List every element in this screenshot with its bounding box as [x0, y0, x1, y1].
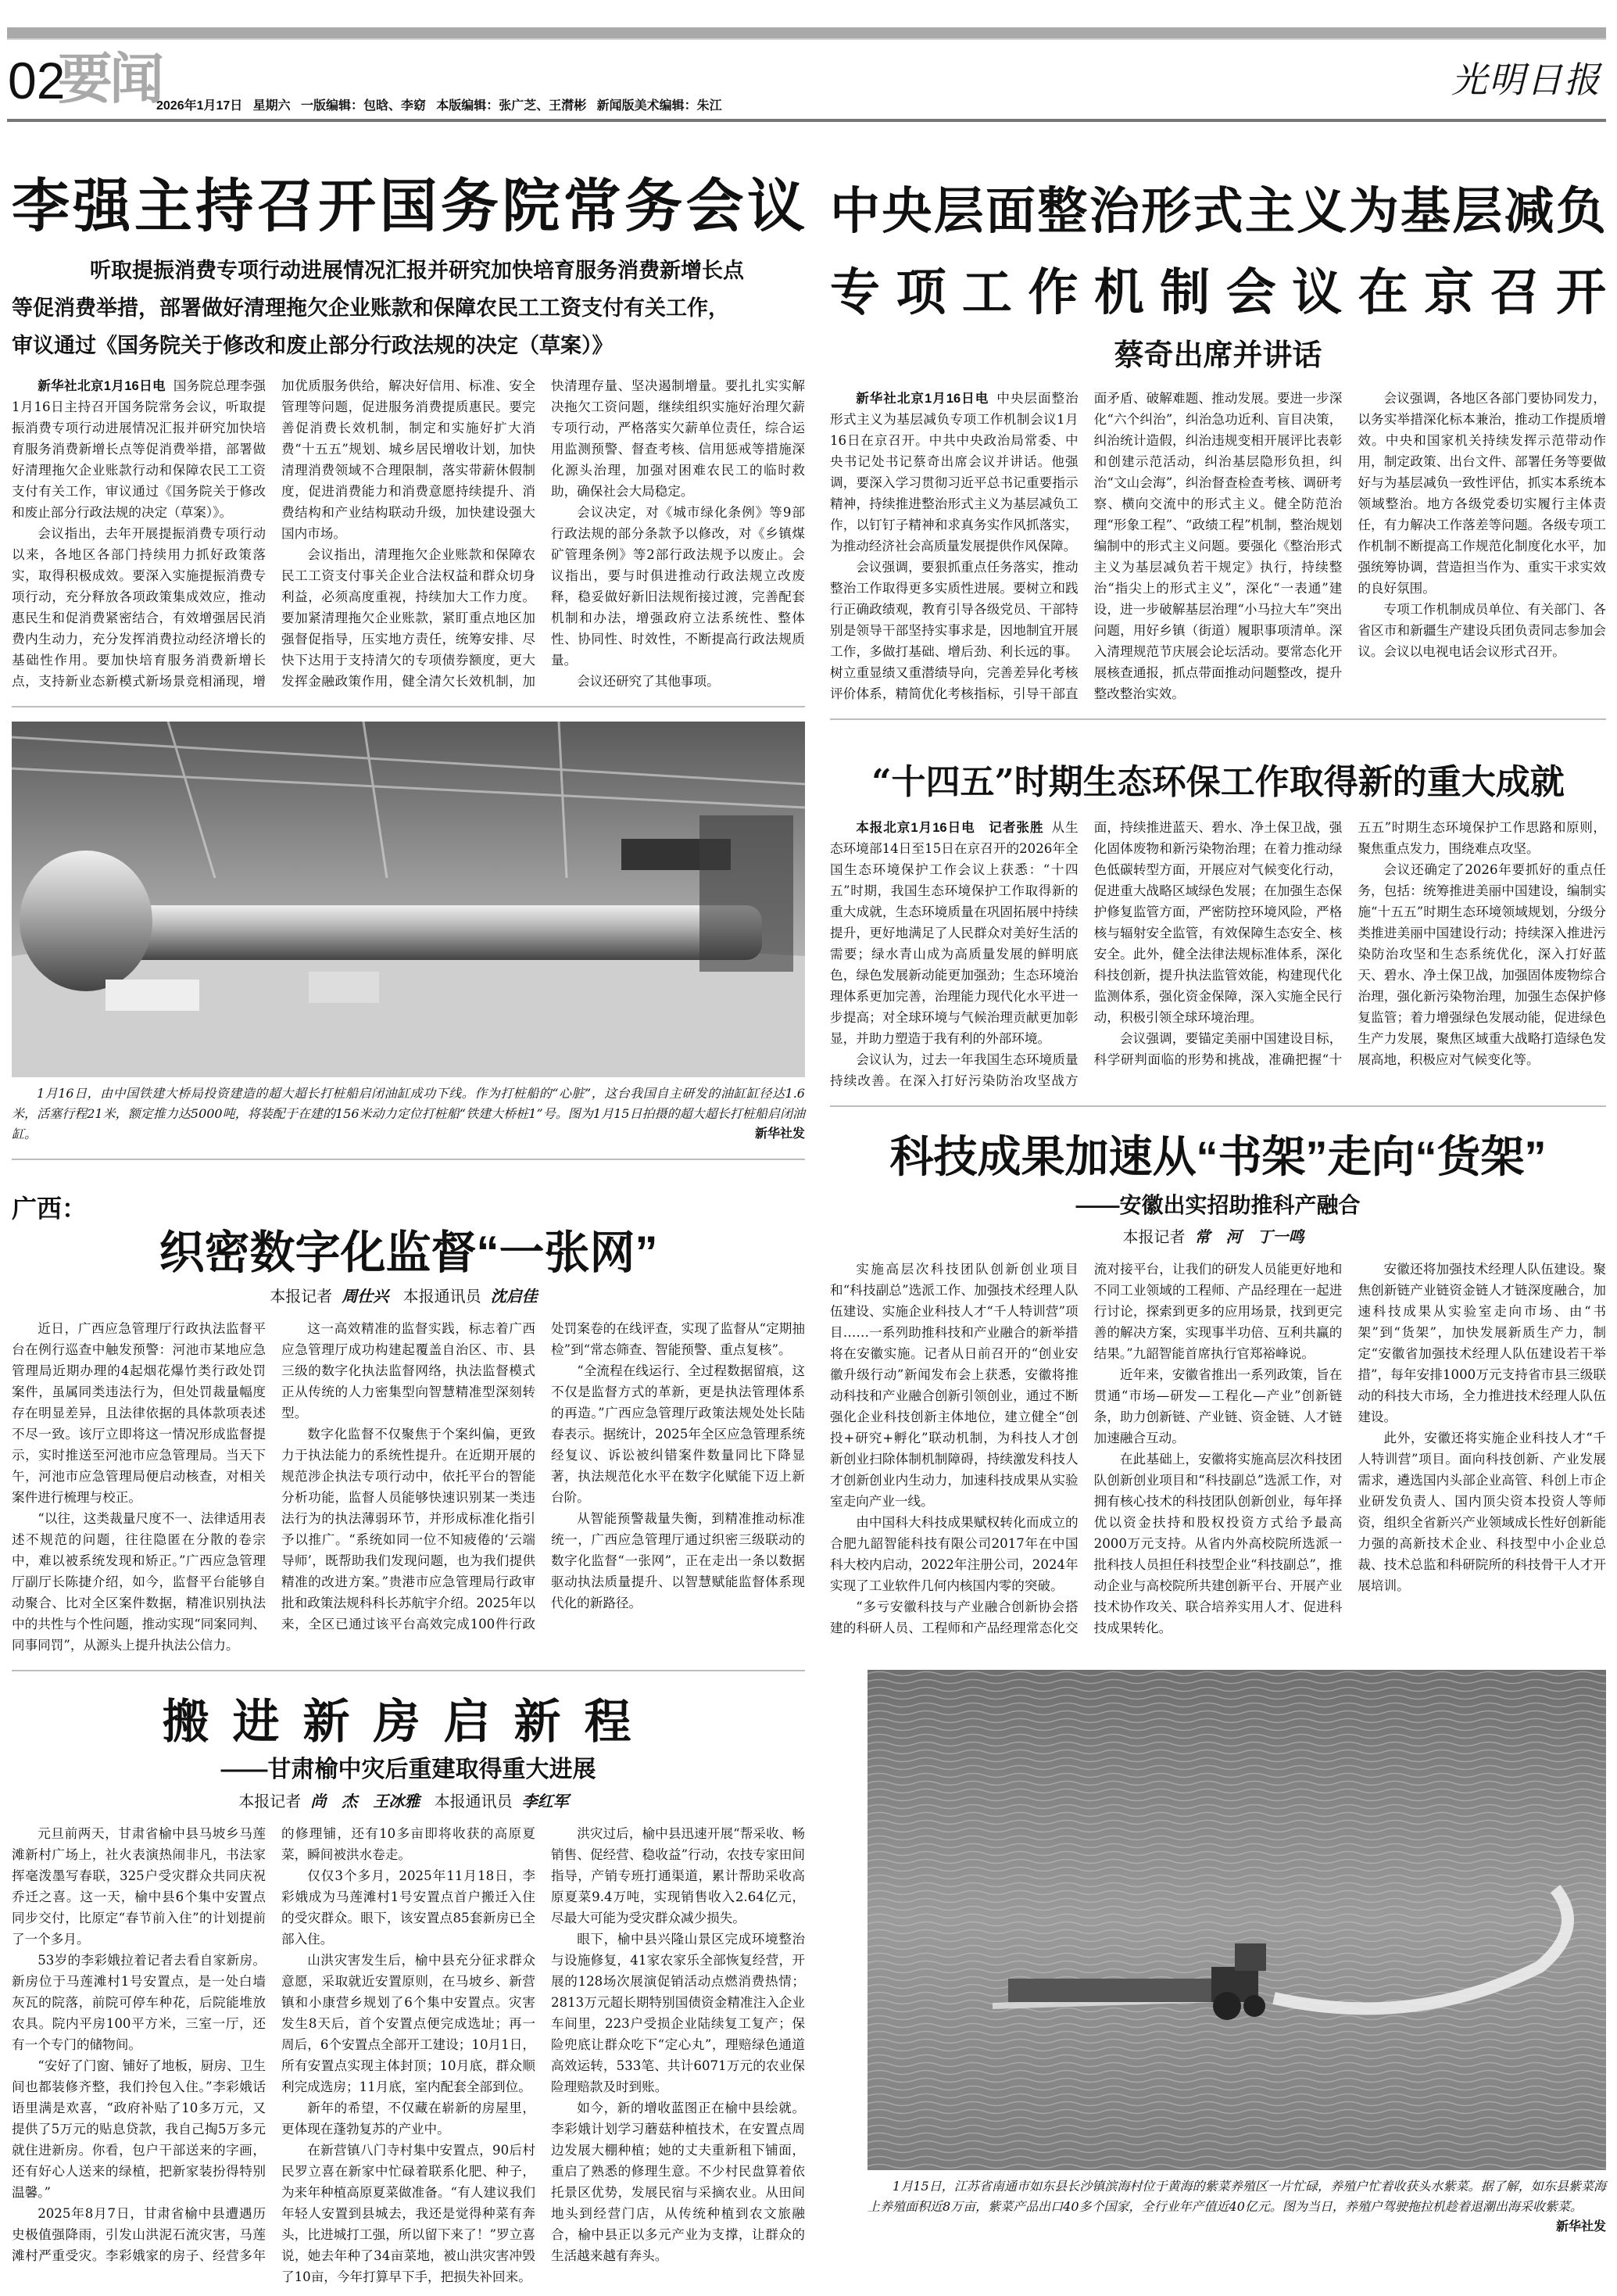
- article2-title: [830, 170, 1606, 333]
- paragraph: 会议指出，去年开展提振消费专项行动以来，各地区各部门持续用力抓好政策落实，取得积极成效。要深入实施提振消费专项行动，充分释放各项政策集成效应，推动惠民生和促消费紧密结合，有效增强居民消费内生动力，充分发挥消费拉动经济增长的基础性作用。要加快培育服务消费新增长点，支持新业态新模式新场景竞相涌现，增加优质服务供给，解决好信用、标准、安全管理等问题，促进服务消费提质惠民。要完善促消费长效机制，制定和实施好扩大消费“十五五”规划、城乡居民增收计划，加快清理消费领域不合理限制，落实带薪休假制度，促进消费能力和消费意愿持续提升、消费结构和产业结构联动升级，加快建设强大国内市场。: [12, 378, 535, 689]
- paragraph: 新年的希望，不仅藏在崭新的房屋里，更体现在蓬勃复苏的产业中。: [281, 2101, 535, 2137]
- paragraph: 山洪灾害发生后，榆中县充分征求群众意愿，采取就近安置原则，在马坡乡、新营镇和小康营乡规划了6个集中安置点。灾害发生8天后，首个安置点便完成选址；再一周后，6个安置点全部开工建设；10月1日，所有安置点实现主体封顶；10月底，群众顺利完成选房；11月底，室内配套全部到位。: [281, 1953, 535, 2094]
- paragraph: 实施高层次科技团队创新创业项目和“科技副总”选派工作、加强技术经理人队伍建设、实施企业科技人才“千人特训营”项目……一系列助推科技和产业融合的新举措将在安徽实施。记者从日前召开的“创业安徽升级行动”新闻发布会上获悉，安徽将推动科技和产业融合创新引领创业，通过不断强化企业科技创新主体地位，建立健全“创投+研究+孵化”联动机制，为科技人才创新创业扫除体制机制障碍，持续激发科技人才创新创业内生动力，加速科技成果从实验室走向产业一线。: [830, 1262, 1079, 1509]
- photo1-caption: [12, 1084, 805, 1144]
- paragraph: 数字化监督不仅聚焦于个案纠偏，更致力于执法能力的系统性提升。在近期开展的规范涉企执法专项行动中，依托平台的智能分析功能，监督人员能够快速识别某一类违法行为的执法薄弱环节，并形成标准化指引予以推广。“系统如同一位不知疲倦的‘云端导师’，既帮助我们发现问题，也为我们提供精准的改进方案。”贵港市应急管理局行政审批和政策法规科科长苏航宇介绍。2025年以来，全区已通过该平台高效完成100件行政处罚案卷的在线评查，实现了监督从“定期抽检”到“常态筛查、智能预警、重点复核”。: [281, 1321, 805, 1632]
- photo-hydraulic-cylinder: [12, 722, 805, 1077]
- subtitle-line: 听取提振消费专项行动进展情况汇报并研究加快培育服务消费新增长点: [90, 259, 744, 282]
- newspaper-logo: 光明日报: [1451, 59, 1601, 101]
- paragraph: 新华社北京1月16日电 中央层面整治形式主义为基层减负专项工作机制会议1月16日在京召开。中共中央政治局常委、中央书记处书记蔡奇出席会议并讲话。他强调，要深入学习贯彻习近平总书记重要指示精神，持续推进整治形式主义为基层减负工作，以钉钉子精神和求真务实作风抓落实，为推动经济社会高质量发展提供作风保障。: [830, 391, 1079, 553]
- divider: [12, 1670, 805, 1671]
- paragraph: 会议强调，要锚定美丽中国建设目标，科学研判面临的形势和挑战，准确把握“十五五”时期生态环境保护工作思路和原则，聚焦重点发力，围绕难点攻坚。: [1093, 820, 1606, 1067]
- article5-byline: [830, 1226, 1606, 1248]
- paragraph: 会议指出，清理拖欠企业账款和保障农民工工资支付事关企业合法权益和群众切身利益，必须高度重视，持续加大工作力度。要加紧清理拖欠企业账款，紧盯重点地区加强督促指导，压实地方责任，统筹安排、尽快下达用于支持清欠的专项债券额度，更大发挥金融政策作用，健全清欠长效机制，加快清理存量、坚决遏制增量。要扎扎实实解决拖欠工资问题，继续组织实施好治理欠薪专项行动，严格落实欠薪单位责任，综合运用监测预警、督查考核、信用惩戒等措施深化源头治理，加强对困难农民工的临时救助，确保社会大局稳定。: [281, 378, 805, 689]
- paragraph: 本报北京1月16日电 记者张胜 从生态环境部14日至15日在京召开的2026年全国生态环境保护工作会议上获悉：“十四五”时期，我国生态环境保护工作取得新的重大成就，生态环境质量在巩固拓展中持续提升，更好地满足了人民群众对美好生活的需要；绿水青山成为高质量发展的鲜明底色，绿色发展新动能更加强劲；生态环境治理体系更加完善，治理能力现代化水平进一步提高；对全球环境与气候治理贡献更加彰显，并助力塑造于我有利的外部环境。: [830, 820, 1079, 1046]
- paragraph: 2025年8月7日，甘肃省榆中县遭遇历史极值强降雨，引发山洪泥石流灾害，马莲滩村严重受灾。李彩娥家的房子、经营多年的修理铺，还有10多亩即将收获的高原夏菜，瞬间被洪水卷走。: [12, 1826, 535, 2263]
- paragraph: 在新营镇八门寺村集中安置点，90后村民罗立喜在新家中忙碌着联系化肥、种子，为来年种植高原夏菜做准备。“有人建议我们年轻人安置到县城去，我还是觉得种菜有奔头，比进城打工强，所以留下来了！”罗立喜说，她去年种了34亩菜地，被山洪灾害冲毁了10亩，今年打算早下手，把损失补回来。: [281, 2143, 535, 2284]
- article4-title: 织密数字化监督“一张网”: [159, 1227, 658, 1278]
- paragraph: 专项工作机制成员单位、有关部门、各省区市和新疆生产建设兵团负责同志参加会议。会议以电视电话会议形式召开。: [1358, 602, 1606, 659]
- article4-body: [12, 1318, 805, 1656]
- divider: [12, 706, 805, 707]
- divider: [830, 1105, 1606, 1107]
- paragraph: 眼下，榆中县兴隆山景区完成环境整治与设施修复，41家农家乐全部恢复经营，开展的128场次展演促销活动点燃消费热情；2813万元超长期特别国债资金精准注入企业车间里，223户受损企业陆续复工复产；保险兜底让群众吃下“定心丸”，理赔绿色通道高效运转，533笔、共计6071万元的农业保险理赔款及时到账。: [551, 1932, 805, 2094]
- byline-name: 常 河 丁一鸣: [1194, 1227, 1304, 1246]
- dateline: 新华社北京1月16日电: [38, 378, 166, 393]
- paragraph: 会议决定，对《城市绿化条例》等9部行政法规的部分条款予以修改，对《乡镇煤矿管理条例》等2部行政法规予以废止。会议指出，要与时俱进推动行政法规立改废释，稳妥做好新旧法规衔接过渡，完善配套机制和办法，增强政府立法系统性、整体性、协同性、时效性，不断提高行政法规质量。: [551, 505, 805, 668]
- paragraph: 这一高效精准的监督实践，标志着广西应急管理厅成功构建起覆盖自治区、市、县三级的数字化执法监督网络，执法监督模式正从传统的人力密集型向智慧精准型深刻转型。: [281, 1321, 535, 1420]
- article1-body: [12, 375, 805, 692]
- article3-title: “十四五”时期生态环保工作取得新的重大成就: [871, 762, 1565, 802]
- left-column: [12, 122, 805, 2287]
- paragraph: 在此基础上，安徽将实施高层次科技团队创新创业项目和“科技副总”选派工作，对拥有核心技术的科技团队创新创业，每年择优以资金扶持和股权投资方式给予最高2000万元支持。从省内外高校院所选派一批科技人员担任科技型企业“科技副总”，推动企业与高校院所共建创新平台、开展产业技术协作攻关、联合培养实用人才、促进科技成果转化。: [1093, 1452, 1343, 1635]
- byline-label: 本报通讯员: [402, 1287, 481, 1306]
- article1-title: 李强主持召开国务院常务会议: [12, 173, 805, 240]
- paragraph: 从智能预警裁量失衡，到精准推动标准统一，广西应急管理厅通过织密三级联动的数字化监督“一张网”，正在走出一条以数据驱动执法质量提升、以智慧赋能监督体系现代化的新路径。: [551, 1511, 805, 1610]
- paragraph: “全流程在线运行、全过程数据留痕，这不仅是监督方式的革新，更是执法管理体系的再造。”广西应急管理厅政策法规处处长陆春表示。据统计，2025年全区应急管理系统经复议、诉讼被纠错案件数量同比下降显著，执法规范化水平在数字化赋能下迈上新台阶。: [551, 1363, 805, 1505]
- paragraph: 新华社北京1月16日电 国务院总理李强1月16日主持召开国务院常务会议，听取提振消费专项行动进展情况汇报并研究加快培育服务消费新增长点等促消费举措，部署做好清理拖欠企业账款行动和保障农民工工资支付有关工作，审议通过《国务院关于修改和废止部分行政法规的决定（草案）》。: [12, 378, 267, 520]
- section-name: 要闻: [58, 48, 161, 109]
- paragraph: 会议还研究了其他事项。: [577, 674, 720, 689]
- byline-label: 本报记者: [238, 1792, 302, 1811]
- article1-subtitle: [12, 252, 805, 364]
- subtitle-line: 审议通过《国务院关于修改和废止部分行政法规的决定（草案）》: [12, 334, 614, 357]
- article5-subtitle: ——安徽出实招助推科产融合: [1075, 1193, 1361, 1217]
- article2-body: [830, 388, 1606, 704]
- paragraph: 会议还确定了2026年要抓好的重点任务，包括：统筹推进美丽中国建设，编制实施“十五五”时期生态环境领域规划，分级分类推进美丽中国建设行动；持续深入推进污染防治攻坚和生态系统优化，深入打好蓝天、碧水、净土保卫战，加强固体废物综合治理，强化新污染物治理，加强生态保护修复监管；着力增强绿色发展动能，促进绿色生产力发展，聚焦区域重大战略打造绿色发展高地，积极应对气候变化等。: [1358, 862, 1606, 1067]
- top-bar-line: [7, 38, 1606, 40]
- paragraph: 53岁的李彩娥拉着记者去看自家新房。新房位于马莲滩村1号安置点，是一处白墙灰瓦的院落，前院可停车种花，后院能堆放农具。院内平房100平方米，三室一厅，还有一个专门的储物间。: [12, 1953, 266, 2052]
- photo-credit: 新华社发: [754, 1127, 805, 1141]
- caption-text: 1月15日，江苏省南通市如东县长沙镇滨海村位于黄海的紫菜养殖区一片忙碌，养殖户忙着收获头水紫菜。据了解，如东县紫菜海上养殖面积近8万亩，紫菜产品出口40多个国家，全行业年产值近40亿元。图为当日，养殖户驾驶拖拉机趁着退潮出海采收紫菜。: [868, 2179, 1606, 2214]
- article2-subtitle: 蔡奇出席并讲话: [1114, 337, 1322, 372]
- byline-name: 沈启佳: [490, 1287, 538, 1306]
- paragraph: “多亏安徽科技与产业融合创新协会搭建的科研人员、工程师和产品经理常态化交流对接平台，让我们的研发人员能更好地和不同工业领域的工程师、产品经理在一起进行讨论，探索到更多的应用场景，找到更完善的解决方案，实现事半功倍、互利共赢的结果。”九韶智能首席执行官郑裕峰说。: [830, 1262, 1343, 1635]
- right-column: [830, 122, 1606, 2237]
- caption-text: 1月16日，由中国铁建大桥局投资建造的超大超长打桩船启闭油缸成功下线。作为打桩船的“心脏”，这台我国自主研发的油缸缸径达1.6米，活塞行程21米，额定推力达5000吨，将装配于在建的156米动力定位打桩船“铁建大桥桩1”号。图为1月15日拍摄的超大超长打桩船启闭油缸。: [12, 1086, 805, 1141]
- article4-byline: [12, 1285, 805, 1307]
- paragraph: 会议强调，各地区各部门要协同发力，以务实举措深化标本兼治，推动工作提质增效。中央和国家机关持续发挥示范带动作用，制定政策、出台文件、部署任务等要做好与为基层减负一致性评估，抓实本系统本领域整治。地方各级党委切实履行主体责任，有力解决工作落差等问题。各级专项工作机制不断提高工作规范化制度化水平，加强统筹协调，营造担当作为、重实干求实效的良好氛围。: [1358, 391, 1606, 596]
- paragraph: 元旦前两天，甘肃省榆中县马坡乡马莲滩新村广场上，社火表演热闹非凡，书法家挥毫泼墨写春联，325户受灾群众共同庆祝乔迁之喜。这一天，榆中县6个集中安置点同步交付，比原定“春节前入住”的计划提前了一个多月。: [12, 1826, 266, 1947]
- page-number: 02: [8, 52, 66, 109]
- article6-subtitle: ——甘肃榆中灾后重建取得重大进展: [220, 1757, 596, 1782]
- paragraph: 由中国科大科技成果赋权转化而成立的合肥九韶智能科技有限公司2017年在中国科大校内启动，2022年注册公司，2024年实现了工业软件几何内核国内零的突破。: [830, 1515, 1079, 1593]
- paragraph: 此外，安徽还将实施企业科技人才“千人特训营”项目。面向科技创新、产业发展需求，遴选国内头部企业高管、科创上市企业研发负责人、国内顶尖资本投资人等师资，组织全省新兴产业领域成长性好创新能力强的高新技术企业、科技型中小企业总裁、技术总监和科研院所的科技骨干人才开展培训。: [1358, 1431, 1606, 1593]
- top-bar: [7, 27, 1606, 38]
- title-line: 专项工作机制会议在京召开: [830, 264, 1606, 321]
- byline-name: 李红军: [521, 1792, 569, 1811]
- divider: [830, 718, 1606, 720]
- paragraph: “以往，这类裁量尺度不一、法律适用表述不规范的问题，往往隐匿在分散的卷宗中，难以被系统发现和矫正。”广西应急管理厅副厅长陈捷介绍，如今，监督平台能够自动聚合、比对全区案件数据，精准识别执法中的共性与个性问题，推动实现“同案同判、同事同罚”，从源头上提升执法公信力。: [12, 1511, 266, 1653]
- byline-label: 本报通讯员: [434, 1792, 513, 1811]
- byline-name: 周仕兴: [342, 1287, 389, 1306]
- dateline: 本报北京1月16日电 记者张胜: [856, 820, 1044, 835]
- paragraph: 如今，新的增收蓝图正在榆中县绘就。李彩娥计划学习蘑菇种植技术，在安置点周边发展大棚种植；她的丈夫重新租下铺面，重启了熟悉的修理生意。不少村民盘算着依托景区优势，发展民宿与采摘农业。从田间地头到经营门店，从传统种植到农文旅融合，榆中县正以多元产业为支撑，让群众的生活越来越有奔头。: [551, 2101, 805, 2263]
- issue-meta: 2026年1月17日 星期六 一版编辑：包晗、李窈 本版编辑：张广芝、王潸彬 新闻版美术编辑：朱江: [156, 99, 722, 113]
- article6-body: [12, 1823, 805, 2287]
- byline-label: 本报记者: [1122, 1227, 1186, 1246]
- paragraph: 安徽还将加强技术经理人队伍建设。聚焦创新链产业链资金链人才链深度融合，加速科技成果从实验室走向市场、由“书架”到“货架”，加快发展新质生产力，制定“安徽省加强技术经理人队伍建设若干举措”，每年安排1000万元支持省市县三级联动的科技大市场，全力推进技术经理人队伍建设。: [1358, 1262, 1606, 1424]
- paragraph: 会议强调，要狠抓重点任务落实，推动整治工作取得更多实质性进展。要树立和践行正确政绩观，教育引导各级党员、干部特别是领导干部坚持实事求是，因地制宜开展工作，多做打基础、增后劲、利长远的事。树立重显绩又重潜绩导向，完善差异化考核评价体系，精简优化考核指标，引导干部直面矛盾、破解难题、推动发展。要进一步深化“六个纠治”，纠治急功近利、盲目决策，纠治统计造假，纠治违规变相开展评比表彰和创建示范活动，纠治基层隐形负担，纠治“文山会海”，纠治督查检查考核、调研考察、横向交流中的形式主义。健全防范治理“形象工程”、“政绩工程”机制，整治规划编制中的形式主义问题。要强化《整治形式主义为基层减负若干规定》执行，持续整治“指尖上的形式主义”，深化“一表通”建设，进一步破解基层治理“小马拉大车”突出问题，用好乡镇（街道）履职事项清单。深入清理规范节庆展会论坛活动。要常态化开展核查通报，抓点带面推动问题整改，提升整改整治实效。: [830, 391, 1343, 701]
- paragraph: 近年来，安徽省推出一系列政策，旨在贯通“市场—研发—工程化—产业”创新链条，助力创新链、产业链、资金链、人才链加速融合互动。: [1093, 1367, 1343, 1445]
- paragraph: 洪灾过后，榆中县迅速开展“帮采收、畅销售、促经营、稳收益”行动，农技专家田间指导，产销专班打通渠道，累计帮助采收高原夏菜9.4万吨，实现销售收入2.64亿元，尽最大可能为受灾群众减少损失。: [551, 1826, 805, 1925]
- article3-body: [830, 817, 1606, 1091]
- paragraph: “安好了门窗、铺好了地板，厨房、卫生间也都装修齐整，我们拎包入住。”李彩娥话语里满是欢喜，“政府补贴了10多万元，又提供了5万元的贴息贷款，我自己掏5万多元就住进新房。你看，包户干部送来的字画，还有好心人送来的绿植，把新家装扮得特别温馨。”: [12, 2058, 266, 2200]
- paragraph: 仅仅3个多月，2025年11月18日，李彩娥成为马莲滩村1号安置点首户搬迁入住的受灾群众。眼下，该安置点85套新房已全部入住。: [281, 1868, 535, 1947]
- divider: [12, 1159, 805, 1160]
- photo-credit: 新华社发: [1555, 2220, 1606, 2233]
- article6-title: 搬进新房启新程: [162, 1695, 655, 1750]
- paragraph: 会议认为，过去一年我国生态环境质量持续改善。在深入打好污染防治攻坚战方面，持续推进蓝天、碧水、净土保卫战，强化固体废物和新污染物治理；在着力推动绿色低碳转型方面，开展应对气候变化行动，促进重大战略区域绿色发展；在加强生态保护修复监管方面，严密防控环境风险，严格核与辐射安全监管，有效保障生态安全、核安全。此外，健全法律法规标准体系，深化科技创新，提升执法监管效能，构建现代化监测体系，强化资金保障，深入实施全民行动，积极引领全球环境治理。: [830, 820, 1343, 1088]
- subtitle-line: 等促消费举措，部署做好清理拖欠企业账款和保障农民工工资支付有关工作，: [12, 296, 729, 320]
- photo-seaweed-harvest: [868, 1670, 1606, 2170]
- dateline: 新华社北京1月16日电: [856, 391, 989, 406]
- byline-label: 本报记者: [270, 1287, 333, 1306]
- photo2-caption: [868, 2176, 1606, 2237]
- title-line: 中央层面整治形式主义为基层减负: [830, 183, 1606, 239]
- article4-kicker: 广西：: [12, 1195, 88, 1223]
- article5-title: 科技成果加速从“书架”走向“货架”: [889, 1132, 1547, 1181]
- paragraph: 近日，广西应急管理厅行政执法监督平台在例行巡查中触发预警：河池市某地应急管理局近期办理的4起烟花爆竹类行政处罚案件，虽属同类违法行为，但处罚裁量幅度存在明显差异，且法律依据的具体款项表述不尽一致。该厅立即将这一情况形成监督提示，实时推送至河池市应急管理局。当天下午，河池市应急管理局便启动核查，对相关案件进行梳理与校正。: [12, 1321, 266, 1505]
- article5-body: [830, 1259, 1606, 1639]
- article6-byline: [12, 1790, 805, 1812]
- byline-name: 尚 杰 王冰雅: [310, 1792, 420, 1811]
